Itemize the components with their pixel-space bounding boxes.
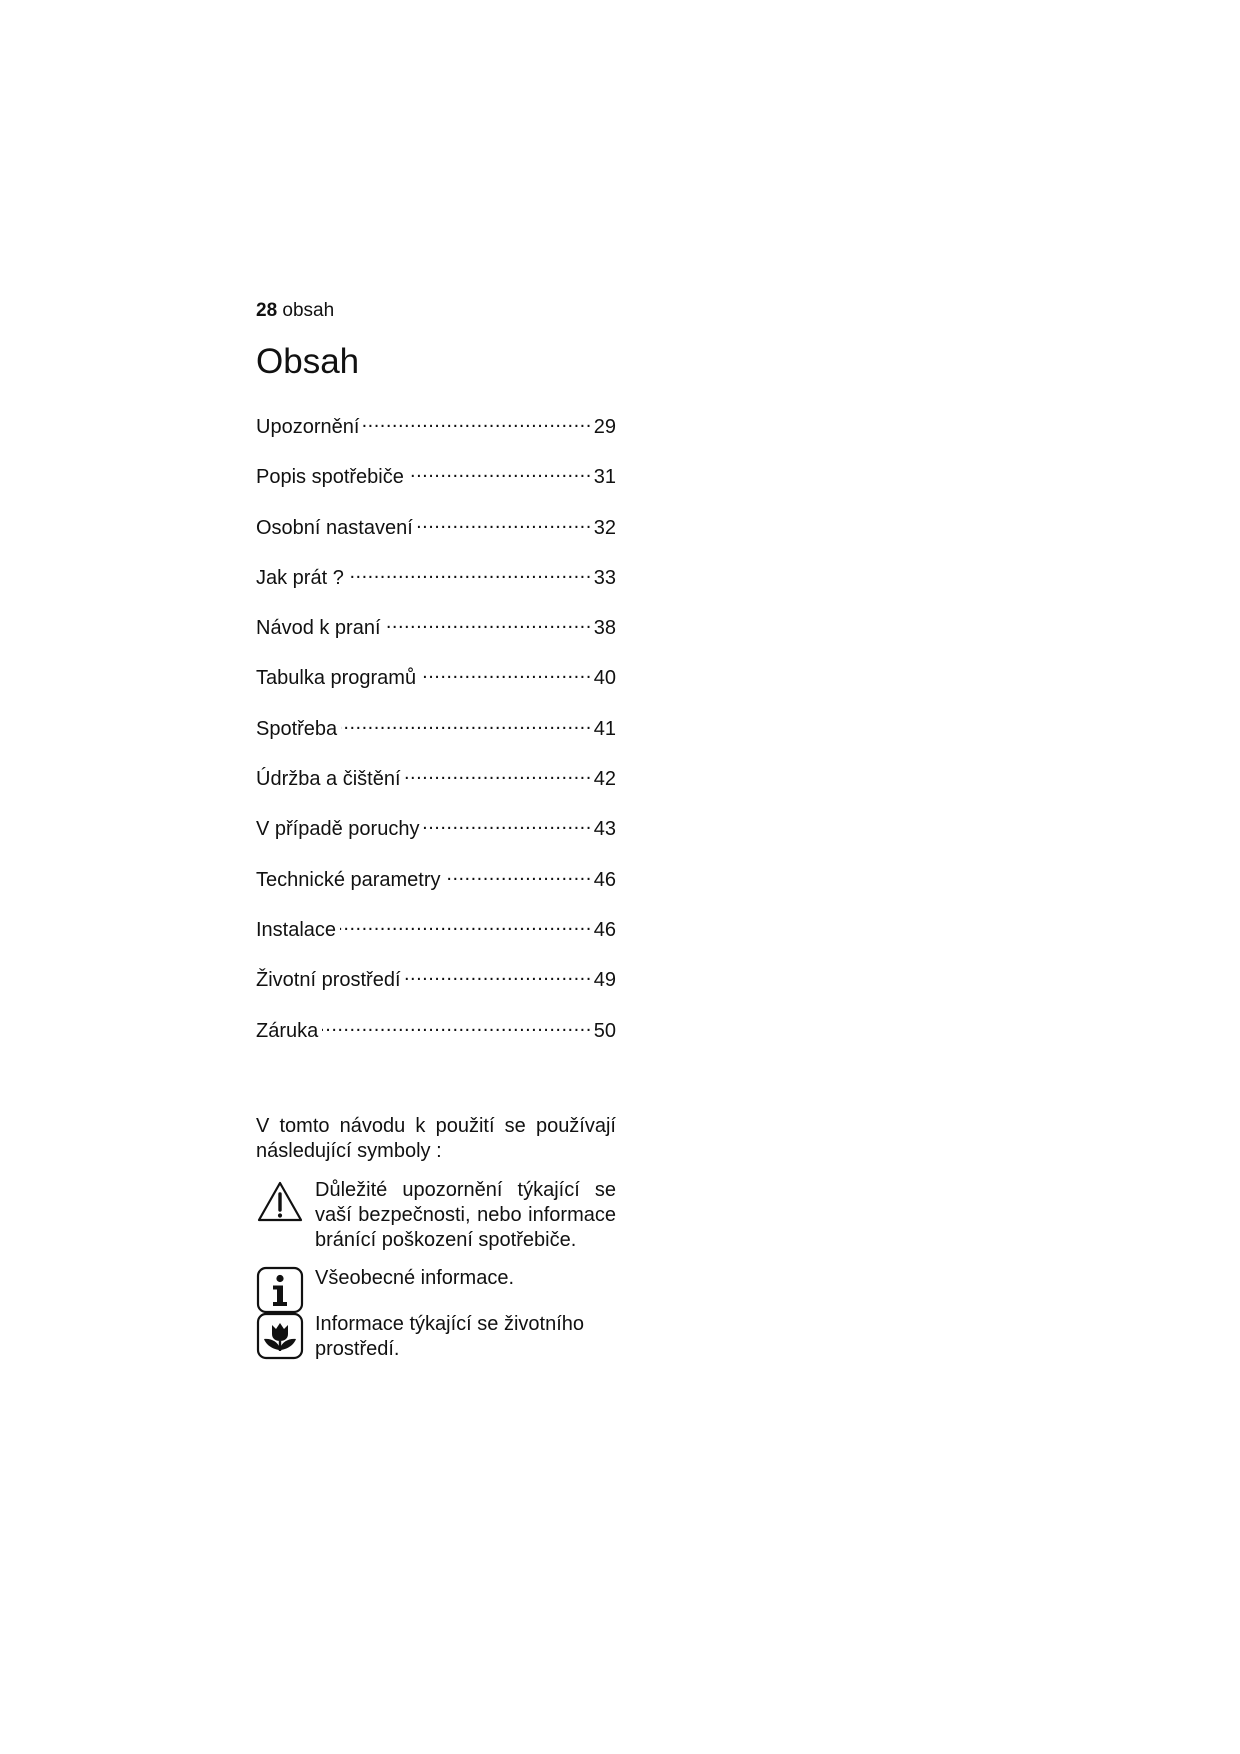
toc-leader-dots xyxy=(363,410,591,433)
table-of-contents xyxy=(256,410,616,1064)
toc-entry-page: 43 xyxy=(593,818,616,841)
toc-entry-page: 46 xyxy=(593,918,616,941)
toc-entry-page: 33 xyxy=(593,566,616,589)
page-title: Obsah xyxy=(256,342,360,381)
toc-entry-zaruka[interactable] xyxy=(256,1014,616,1064)
toc-leader-dots xyxy=(322,1014,592,1037)
toc-leader-dots xyxy=(405,963,592,986)
toc-entry-label: Záruka xyxy=(256,1019,319,1042)
toc-entry-page: 29 xyxy=(593,416,616,438)
toc-entry-label: Životní prostředí xyxy=(256,969,401,992)
toc-entry-page: 41 xyxy=(593,717,616,740)
section-name: obsah xyxy=(282,300,335,321)
toc-entry-navod-k-prani[interactable] xyxy=(256,611,616,661)
toc-leader-dots xyxy=(423,812,591,835)
toc-entry-zivotni-prostredi[interactable] xyxy=(256,963,616,1013)
toc-entry-label: Instalace xyxy=(256,918,337,941)
toc-entry-udrzba-a-cisteni[interactable] xyxy=(256,762,616,812)
toc-entry-label: Spotřeba xyxy=(256,717,338,740)
page-number: 28 xyxy=(256,300,278,321)
toc-entry-page: 32 xyxy=(593,516,616,539)
symbol-warning-text: Důležité upozornění týkající se vaší bezpečnosti, nebo informace bránící poškození spotřebiče. xyxy=(315,1179,616,1251)
toc-entry-osobni-nastaveni[interactable] xyxy=(256,511,616,561)
toc-leader-dots xyxy=(341,712,592,735)
toc-leader-dots xyxy=(417,511,592,534)
toc-entry-page: 40 xyxy=(593,667,616,690)
toc-entry-instalace[interactable] xyxy=(256,913,616,963)
toc-entry-label: Popis spotřebiče xyxy=(256,466,404,489)
toc-leader-dots xyxy=(340,913,592,936)
toc-leader-dots xyxy=(445,863,592,886)
symbol-warning xyxy=(256,1178,616,1253)
toc-entry-page: 50 xyxy=(593,1019,616,1042)
toc-entry-spotreba[interactable] xyxy=(256,712,616,762)
toc-entry-page: 46 xyxy=(593,868,616,891)
toc-entry-v-pripade-poruchy[interactable] xyxy=(256,812,616,862)
symbol-info-text: Všeobecné informace. xyxy=(315,1267,515,1289)
toc-leader-dots xyxy=(348,561,592,584)
toc-entry-page: 31 xyxy=(593,466,616,489)
symbols-intro: V tomto návodu k použití se používají následující symboly : xyxy=(256,1115,616,1162)
warning-triangle-icon xyxy=(256,1178,304,1226)
toc-entry-upozorneni[interactable] xyxy=(256,410,616,460)
symbol-environment-text: Informace týkající se životního prostředí. xyxy=(315,1313,585,1360)
toc-leader-dots xyxy=(420,661,592,684)
symbol-environment xyxy=(256,1312,616,1362)
toc-entry-jak-prat[interactable] xyxy=(256,561,616,611)
toc-entry-page: 38 xyxy=(593,617,616,640)
toc-entry-label: V případě poruchy xyxy=(256,818,420,841)
toc-entry-label: Osobní nastavení xyxy=(256,516,413,539)
toc-entry-label: Údržba a čištění xyxy=(256,768,401,791)
toc-entry-technicke-parametry[interactable] xyxy=(256,863,616,913)
toc-leader-dots xyxy=(408,460,592,483)
environment-flower-icon xyxy=(256,1312,304,1360)
toc-entry-popis-spotrebice[interactable] xyxy=(256,460,616,510)
toc-leader-dots xyxy=(385,611,592,634)
toc-entry-label: Upozornění xyxy=(256,416,360,438)
toc-entry-label: Jak prát ? xyxy=(256,566,344,589)
toc-entry-tabulka-programu[interactable] xyxy=(256,661,616,711)
info-icon xyxy=(256,1266,304,1314)
running-head xyxy=(256,300,334,322)
toc-entry-label: Technické parametry xyxy=(256,868,441,891)
toc-leader-dots xyxy=(405,762,592,785)
toc-entry-page: 49 xyxy=(593,969,616,992)
toc-entry-label: Návod k praní xyxy=(256,617,381,640)
toc-entry-label: Tabulka programů xyxy=(256,667,417,690)
toc-entry-page: 42 xyxy=(593,768,616,791)
symbol-info xyxy=(256,1266,616,1314)
